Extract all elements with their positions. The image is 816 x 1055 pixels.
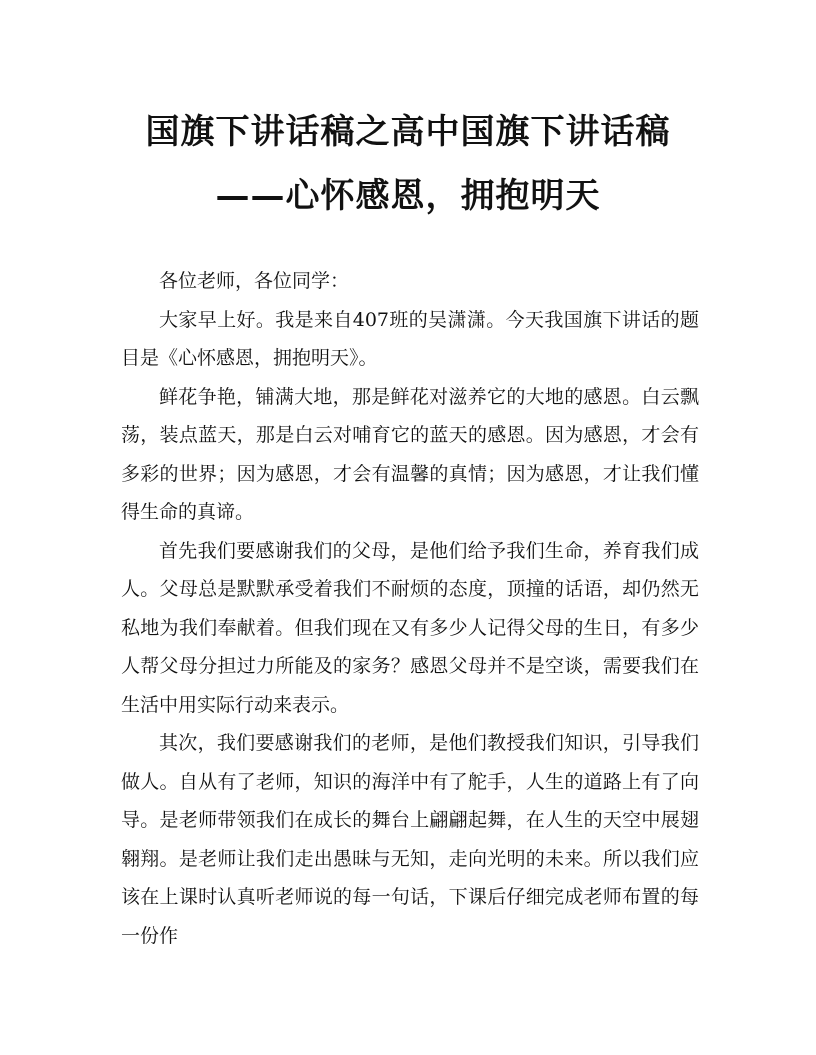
gratitude-paragraph: 鲜花争艳，铺满大地，那是鲜花对滋养它的大地的感恩。白云飘荡，装点蓝天，那是白云对哺育它的蓝天的感恩。因为感恩，才会有多彩的世界；因为感恩，才会有温馨的真情；因为感恩，才让我们懂得生命的真谛。: [121, 385, 699, 523]
document-body: [121, 262, 699, 955]
intro-paragraph: 大家早上好。我是来自407班的吴潇潇。今天我国旗下讲话的题目是《心怀感恩，拥抱明天》。: [121, 308, 699, 369]
document-subtitle: ——心怀感恩，拥抱明天: [215, 176, 601, 216]
document-title: 国旗下讲话稿之高中国旗下讲话稿: [145, 112, 671, 152]
greeting-paragraph: 各位老师，各位同学：: [159, 270, 350, 292]
teachers-paragraph: 其次，我们要感谢我们的老师，是他们教授我们知识，引导我们做人。自从有了老师，知识的海洋中有了舵手，人生的道路上有了向导。是老师带领我们在成长的舞台上翩翩起舞，在人生的天空中展翅翱翔。是老师让我们走出愚昧与无知，走向光明的未来。所以我们应该在上课时认真听老师说的每一句话，下课后仔细完成老师布置的每一份作: [121, 732, 699, 947]
parents-paragraph: 首先我们要感谢我们的父母，是他们给予我们生命，养育我们成人。父母总是默默承受着我们不耐烦的态度，顶撞的话语，却仍然无私地为我们奉献着。但我们现在又有多少人记得父母的生日，有多少人帮父母分担过力所能及的家务？感恩父母并不是空谈，需要我们在生活中用实际行动来表示。: [121, 539, 699, 716]
